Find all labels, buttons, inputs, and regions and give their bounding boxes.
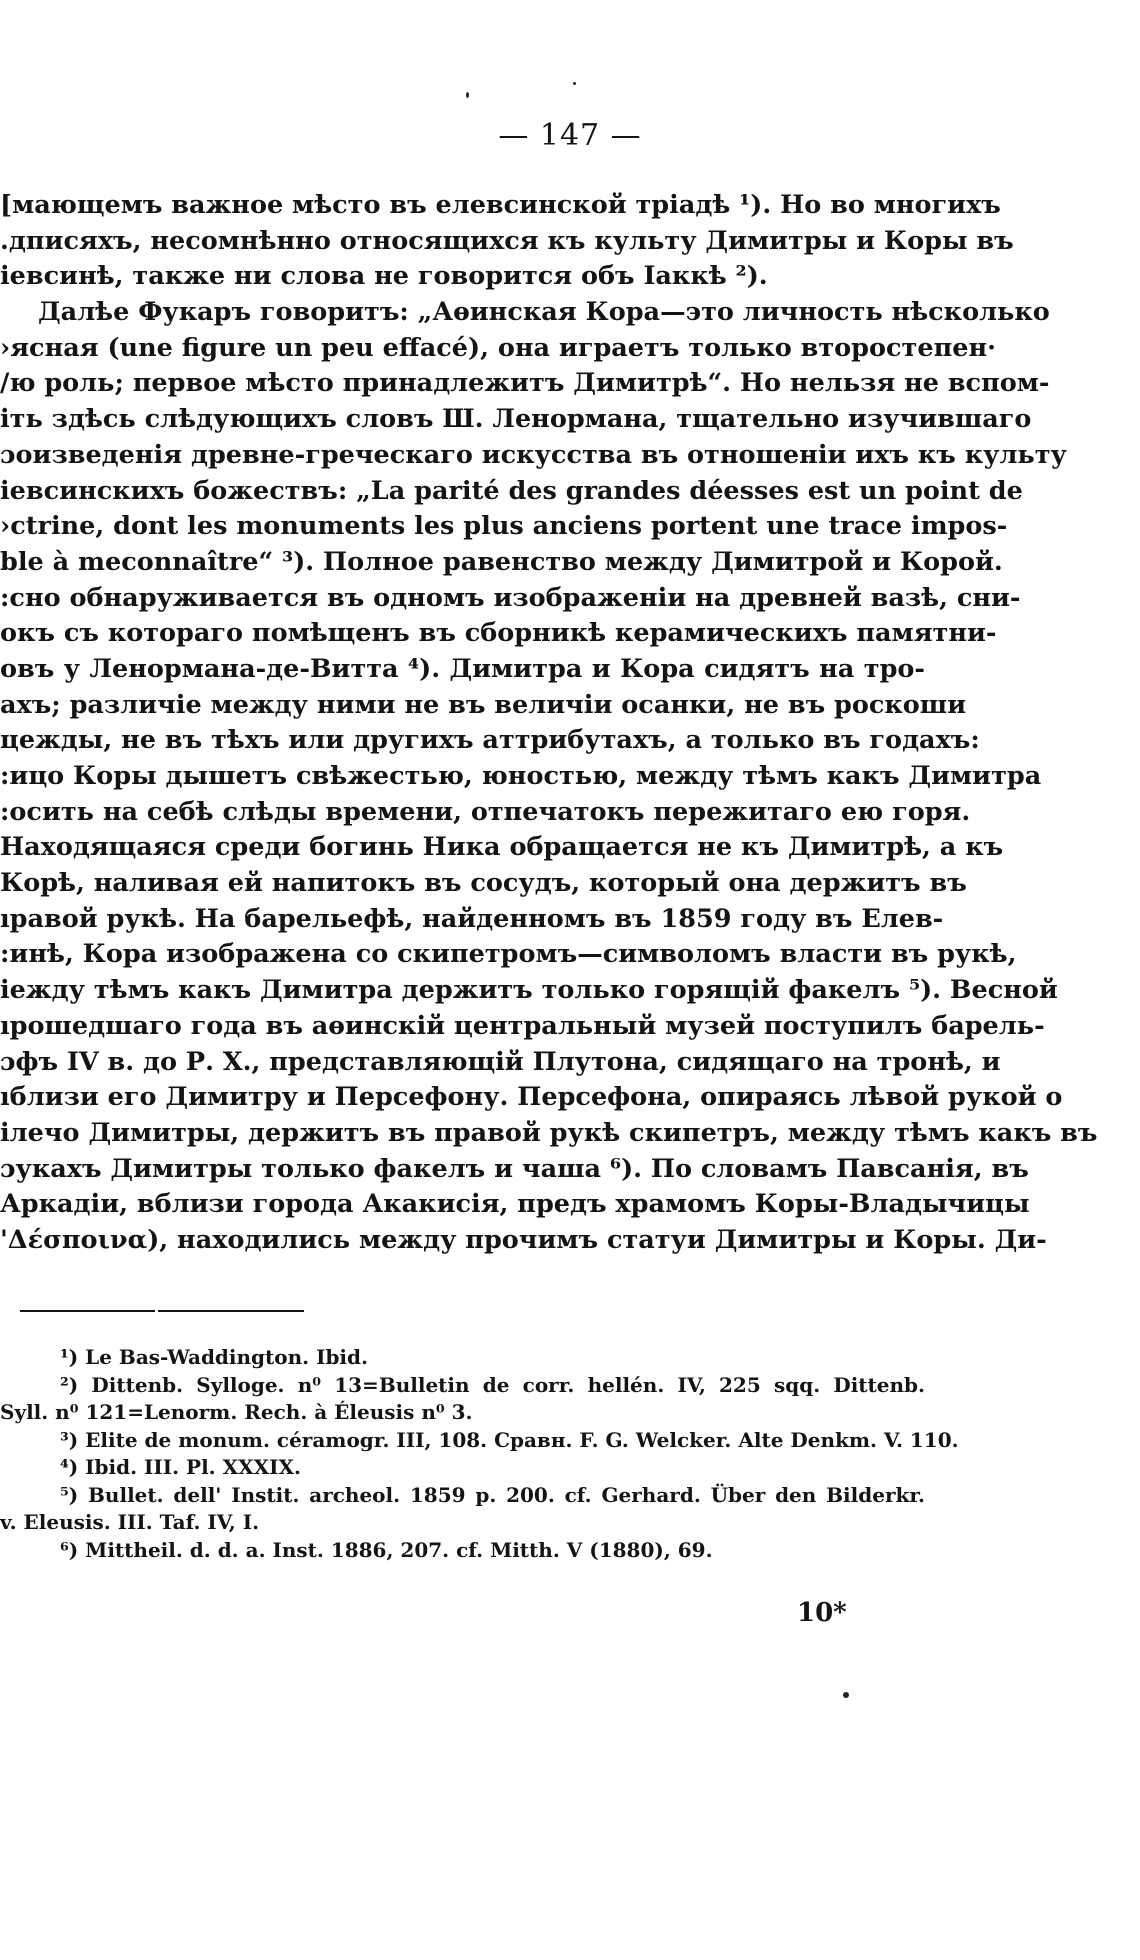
text-line: [мающемъ важное мѣсто въ елевсинской тріадѣ ¹). Но во многихъ <box>0 190 1001 220</box>
text-line: іть здѣсь слѣдующихъ словъ Ш. Ленормана, тщательно изучившаго <box>0 404 1032 435</box>
text-line: :осить на себѣ слѣды времени, отпечатокъ пережитаго ею горя. <box>0 796 971 827</box>
text-line: ıблизи его Димитру и Персефону. Персефона, опираясь лѣвой рукой о <box>0 1082 1063 1113</box>
text-line: ілечо Димитры, держитъ въ правой рукѣ скипетръ, между тѣмъ какъ въ <box>0 1117 1098 1148</box>
text-line: іевсинѣ, также ни слова не говорится объ Іаккѣ ²). <box>0 261 768 292</box>
print-speck <box>843 1692 849 1698</box>
text-line: Корѣ, наливая ей напитокъ въ сосудъ, который она держитъ въ <box>0 868 967 899</box>
footnote-line: ³) Elite de monum. céramogr. III, 108. Сравн. F. G. Welcker. Alte Denkm. V. 110. <box>60 1427 959 1452</box>
text-line: :инѣ, Кора изображена со скипетромъ—символомъ власти въ рукѣ, <box>0 939 1017 970</box>
text-line: ɔукахъ Димитры только факелъ и чаша ⁶). По словамъ Павсанія, въ <box>0 1153 1029 1184</box>
footnote-line: ⁵) Bullet. dell' Instit. archeol. 1859 p. 200. cf. Gerhard. Über den Bilderkr. <box>60 1482 925 1507</box>
text-line: Далѣе Фукаръ говоритъ: „Аѳинская Кора—это личность нѣсколько <box>38 297 1050 328</box>
signature-mark: 10* <box>797 1598 847 1628</box>
body-text <box>0 188 1098 1259</box>
footnote-rule <box>20 1310 155 1312</box>
text-line: ›ясная (une figure un peu effacé), она играетъ только второстепен· <box>0 332 997 363</box>
text-line: іевсинскихъ божествъ: „La parité des grandes déesses est un point de <box>0 475 1023 506</box>
text-line: ахъ; различіе между ними не въ величіи осанки, не въ роскоши <box>0 689 967 720</box>
print-speck <box>466 92 469 98</box>
text-line: іежду тѣмъ какъ Димитра держитъ только горящій факелъ ⁵). Весной <box>0 975 1058 1006</box>
footnote-rule <box>158 1310 304 1312</box>
footnote-line: ²) Dittenb. Sylloge. n⁰ 13=Bulletin de corr. hellén. IV, 225 sqq. Dittenb. <box>60 1372 925 1397</box>
footnote-line: ⁶) Mittheil. d. d. a. Inst. 1886, 207. cf. Mitth. V (1880), 69. <box>60 1537 713 1562</box>
text-line: Находящаяся среди богинь Ника обращается не къ Димитрѣ, а къ <box>0 832 1004 863</box>
text-line: /ю роль; первое мѣсто принадлежитъ Димитрѣ“. Но нельзя не вспом- <box>0 368 1050 399</box>
text-line: ıрошедшаго года въ аѳинскій центральный музей поступилъ барель- <box>0 1010 1045 1041</box>
text-line: ɔфъ IV в. до Р. Х., представляющій Плутона, сидящаго на тронѣ, и <box>0 1046 1001 1077</box>
print-speck <box>573 82 576 85</box>
text-line: 'Δέσποινα), находились между прочимъ статуи Димитры и Коры. Ди- <box>0 1224 1047 1255</box>
text-line: ble à meconnaître“ ³). Полное равенство между Димитрой и Корой. <box>0 546 1003 577</box>
footnote-line: ¹) Le Bas-Waddington. Ibid. <box>60 1345 368 1369</box>
text-line: окъ съ котораго помѣщенъ въ сборникѣ керамическихъ памятни- <box>0 618 997 649</box>
text-line: ıравой рукѣ. На барельефѣ, найденномъ въ 1859 году въ Елев- <box>0 903 944 934</box>
text-line: :ицо Коры дышетъ свѣжестью, юностью, между тѣмъ какъ Димитра <box>0 761 1042 791</box>
footnote-line: v. Eleusis. III. Taf. IV, I. <box>0 1510 260 1534</box>
text-line: :сно обнаруживается въ одномъ изображеніи на древней вазѣ, сни- <box>0 582 1021 613</box>
page-number: — 147 — <box>498 118 642 153</box>
text-line: Аркадіи, вблизи города Акакисія, предъ храмомъ Коры-Владычицы <box>0 1189 1030 1220</box>
text-line: овъ у Ленормана-де-Витта ⁴). Димитра и Кора сидятъ на тро- <box>0 653 925 684</box>
footnote-line: ⁴) Ibid. III. Pl. XXXIX. <box>60 1455 301 1479</box>
text-line: .дписяхъ, несомнѣнно относящихся къ культу Димитры и Коры въ <box>0 225 1014 256</box>
footnotes <box>0 1344 959 1564</box>
text-line: цежды, не въ тѣхъ или другихъ аттрибутахъ, а только въ годахъ: <box>0 725 980 756</box>
footnote-line: Syll. n⁰ 121=Lenorm. Rech. à Éleusis n⁰ 3. <box>0 1400 473 1424</box>
text-line: ɔоизведенія древне-греческаго искусства въ отношеніи ихъ къ культу <box>0 439 1067 470</box>
text-line: ›ctrine, dont les monuments les plus anciens portent une trace impos- <box>0 511 1008 542</box>
